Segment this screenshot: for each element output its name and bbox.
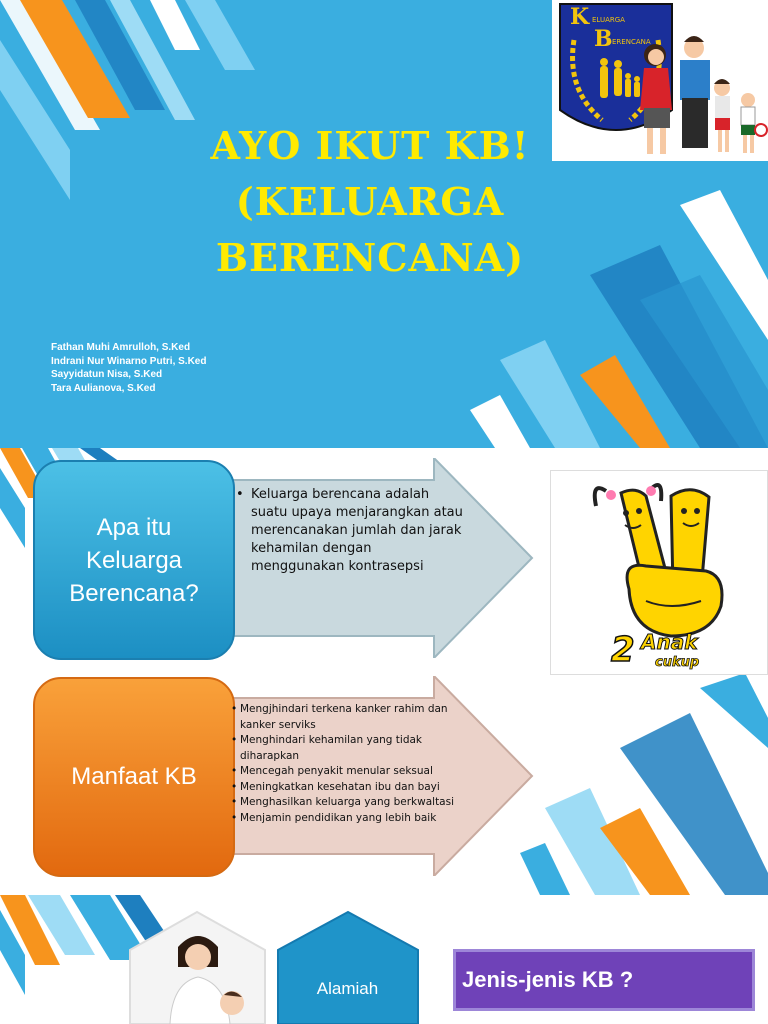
question-line: Berencana? — [69, 579, 199, 607]
author-list — [51, 341, 206, 395]
two-children-badge-image — [550, 470, 768, 675]
benefits-list — [231, 702, 466, 826]
list-item: • Menghindari kehamilan yang tidak diharapkan — [231, 733, 466, 764]
author-name: Tara Aulianova, S.Ked — [51, 382, 156, 394]
title-line: (KELUARGA — [235, 179, 505, 224]
definition-body: Keluarga berencana adalah suatu upaya menjarangkan atau merencanakan jumlah dan jarak kehamilan dengan menggunakan kontrasepsi — [251, 487, 463, 574]
author-name: Sayyidatun Nisa, S.Ked — [51, 369, 163, 380]
list-item: • Mencegah penyakit menular seksual — [231, 764, 466, 780]
question-line: Keluarga — [85, 546, 183, 574]
badge-number: 2 — [611, 630, 635, 670]
types-slide — [0, 895, 768, 1024]
kb-logo-image — [552, 0, 768, 161]
logo-letter-b: B — [594, 26, 613, 52]
benefits-box-label: Manfaat KB — [71, 763, 197, 790]
victory-hand-illustration — [551, 471, 767, 674]
list-item: • Menghasilkan keluarga yang berkwaltasi — [231, 795, 466, 811]
hex-label-alamiah: Alamiah — [316, 979, 379, 998]
kb-logo-illustration — [552, 0, 768, 161]
title-line: AYO IKUT KB! — [210, 123, 530, 168]
title-slide — [0, 0, 768, 448]
question-line: Apa itu — [96, 513, 172, 541]
benefits-box — [33, 677, 235, 877]
title-line: BERENCANA) — [215, 235, 525, 280]
list-item: • Mengjhindari terkena kanker rahim dan kanker serviks — [231, 702, 466, 733]
list-item: • Menjamin pendidikan yang lebih baik — [231, 811, 466, 827]
logo-letter-k: K — [570, 4, 590, 30]
badge-word-anak: Anak — [641, 630, 698, 654]
family-illustration — [640, 36, 767, 154]
definition-text — [236, 486, 466, 576]
logo-ring-text-side: ERENCANA — [612, 38, 651, 46]
author-name: Indrani Nur Winarno Putri, S.Ked — [51, 355, 207, 367]
bullet-icon: • — [236, 487, 244, 502]
list-item: • Meningkatkan kesehatan ibu dan bayi — [231, 780, 466, 796]
types-banner: Jenis-jenis KB ? — [453, 949, 755, 1011]
question-box — [33, 460, 235, 660]
definition-slide — [0, 448, 768, 895]
presentation-title — [150, 118, 590, 286]
author-name: Fathan Muhi Amrulloh, S.Ked — [51, 342, 191, 353]
badge-word-cukup: cukup — [655, 655, 700, 670]
logo-ring-text-top: ELUARGA — [592, 16, 625, 24]
